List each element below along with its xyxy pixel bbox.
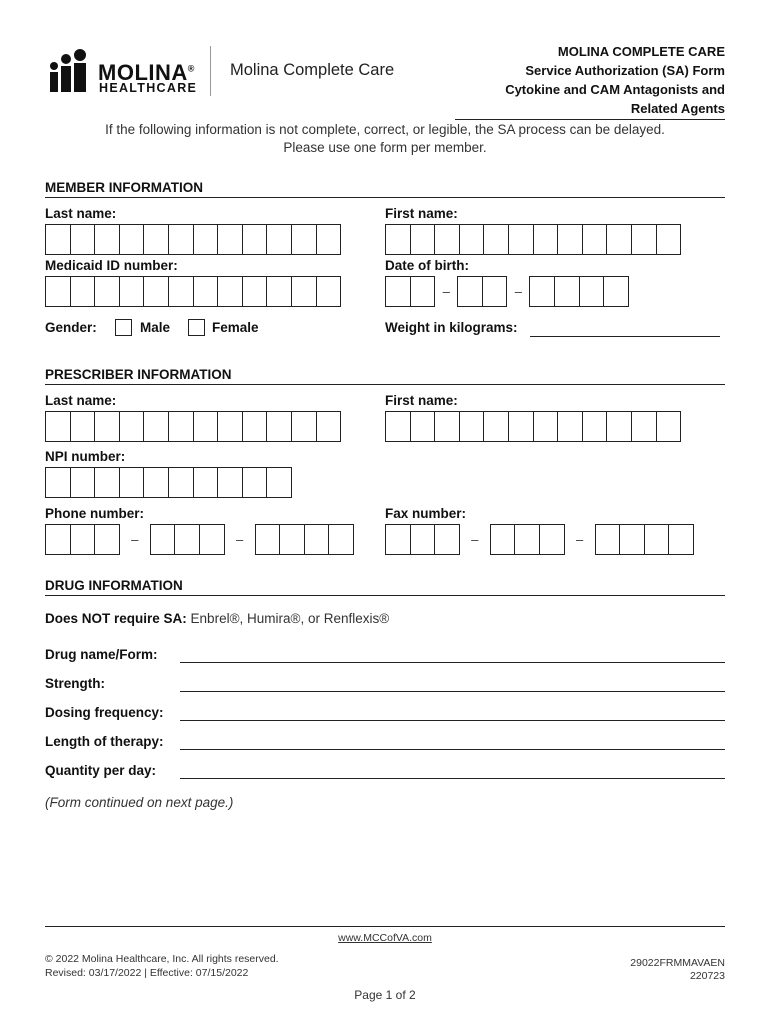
footer-revised: Revised: 03/17/2022 | Effective: 07/15/2022	[45, 967, 249, 979]
prescriber-last-name-label: Last name:	[45, 393, 117, 408]
char-box[interactable]	[193, 467, 219, 498]
dob-field[interactable]	[385, 276, 629, 307]
char-box[interactable]	[174, 524, 200, 555]
char-box[interactable]	[119, 224, 145, 255]
dob-month-boxes[interactable]	[385, 276, 435, 307]
char-box[interactable]	[539, 524, 565, 555]
fax-label: Fax number:	[385, 506, 467, 521]
char-box[interactable]	[316, 411, 342, 442]
plan-name: Molina Complete Care	[230, 61, 395, 79]
dob-separator: –	[442, 284, 450, 299]
page-number: Page 1 of 2	[354, 988, 416, 1002]
char-box[interactable]	[291, 224, 317, 255]
char-box[interactable]	[70, 224, 96, 255]
member-first-name-label: First name:	[385, 206, 458, 221]
member-first-name-boxes[interactable]	[385, 224, 681, 255]
char-box[interactable]	[490, 524, 516, 555]
char-box[interactable]	[434, 411, 460, 442]
char-box[interactable]	[279, 524, 305, 555]
char-box[interactable]	[579, 276, 605, 307]
npi-boxes[interactable]	[45, 467, 292, 498]
char-box[interactable]	[217, 224, 243, 255]
char-box[interactable]	[266, 411, 292, 442]
char-box[interactable]	[70, 524, 96, 555]
char-box[interactable]	[266, 224, 292, 255]
char-box[interactable]	[217, 411, 243, 442]
people-logo-icon	[46, 48, 96, 94]
char-box[interactable]	[168, 224, 194, 255]
char-box[interactable]	[70, 276, 96, 307]
char-box[interactable]	[533, 411, 559, 442]
molina-logo	[46, 48, 206, 96]
gender-label: Gender:	[45, 320, 97, 335]
drug-name-label: Drug name/Form:	[45, 647, 158, 662]
female-checkbox[interactable]	[188, 319, 205, 336]
char-box[interactable]	[242, 276, 268, 307]
char-box[interactable]	[193, 276, 219, 307]
char-box[interactable]	[199, 524, 225, 555]
char-box[interactable]	[45, 224, 71, 255]
member-last-name-boxes[interactable]	[45, 224, 341, 255]
footer-url[interactable]: www.MCCofVA.com	[338, 932, 432, 944]
char-box[interactable]	[242, 224, 268, 255]
char-box[interactable]	[410, 411, 436, 442]
char-box[interactable]	[668, 524, 694, 555]
strength-field[interactable]	[180, 691, 725, 692]
fax-area-boxes[interactable]	[385, 524, 460, 555]
phone-separator: –	[235, 532, 244, 547]
member-last-name-label: Last name:	[45, 206, 117, 221]
prescriber-last-name-boxes[interactable]	[45, 411, 341, 442]
strength-label: Strength:	[45, 676, 105, 691]
logo-wordmark: MOLINA	[98, 60, 188, 85]
fax-separator: –	[471, 532, 479, 547]
member-section-title: MEMBER INFORMATION	[45, 180, 203, 195]
char-box[interactable]	[266, 467, 292, 498]
quantity-per-day-label: Quantity per day:	[45, 763, 157, 778]
no-sa-note	[45, 611, 389, 626]
footer-rule	[45, 926, 725, 927]
prescriber-section-rule	[45, 384, 725, 385]
char-box[interactable]	[554, 276, 580, 307]
char-box[interactable]	[45, 524, 71, 555]
char-box[interactable]	[656, 224, 682, 255]
weight-label: Weight in kilograms:	[385, 320, 518, 335]
char-box[interactable]	[291, 276, 317, 307]
logo-registered: ®	[187, 63, 195, 74]
char-box[interactable]	[457, 276, 483, 307]
char-box[interactable]	[557, 411, 583, 442]
medicaid-id-boxes[interactable]	[45, 276, 341, 307]
no-sa-drugs: Enbrel®, Humira®, or Renflexis®	[190, 611, 390, 626]
drug-section-rule	[45, 595, 725, 596]
char-box[interactable]	[193, 411, 219, 442]
npi-label: NPI number:	[45, 449, 126, 464]
phone-field[interactable]	[45, 524, 354, 555]
prescriber-first-name-boxes[interactable]	[385, 411, 681, 442]
char-box[interactable]	[193, 224, 219, 255]
char-box[interactable]	[606, 411, 632, 442]
char-box[interactable]	[70, 467, 96, 498]
char-box[interactable]	[508, 224, 534, 255]
male-checkbox[interactable]	[115, 319, 132, 336]
char-box[interactable]	[644, 524, 670, 555]
form-title-line: Service Authorization (SA) Form	[525, 63, 725, 78]
char-box[interactable]	[514, 524, 540, 555]
char-box[interactable]	[631, 224, 657, 255]
logo-subtitle: HEALTHCARE	[99, 81, 198, 95]
fax-line-boxes[interactable]	[595, 524, 694, 555]
notice-line: Please use one form per member.	[283, 140, 487, 155]
char-box[interactable]	[316, 276, 342, 307]
weight-field[interactable]	[530, 336, 720, 337]
char-box[interactable]	[459, 411, 485, 442]
char-box[interactable]	[45, 276, 71, 307]
notice-line: If the following information is not complete, correct, or legible, the SA process can be delayed.	[105, 122, 665, 137]
char-box[interactable]	[94, 524, 120, 555]
char-box[interactable]	[168, 411, 194, 442]
char-box[interactable]	[143, 276, 169, 307]
dosing-frequency-label: Dosing frequency:	[45, 705, 164, 720]
char-box[interactable]	[619, 524, 645, 555]
char-box[interactable]	[217, 467, 243, 498]
fax-prefix-boxes[interactable]	[490, 524, 565, 555]
phone-separator: –	[131, 532, 139, 547]
char-box[interactable]	[483, 224, 509, 255]
footer-copyright: © 2022 Molina Healthcare, Inc. All rights reserved.	[45, 953, 279, 965]
char-box[interactable]	[150, 524, 176, 555]
header-divider	[210, 46, 211, 96]
medicaid-id-label: Medicaid ID number:	[45, 258, 178, 273]
char-box[interactable]	[45, 467, 71, 498]
phone-label: Phone number:	[45, 506, 145, 521]
fax-field[interactable]	[385, 524, 694, 555]
char-box[interactable]	[143, 467, 169, 498]
phone-prefix-boxes[interactable]	[150, 524, 225, 555]
form-title-line: Related Agents	[630, 101, 725, 116]
char-box[interactable]	[508, 411, 534, 442]
drug-section-title: DRUG INFORMATION	[45, 578, 183, 593]
char-box[interactable]	[410, 224, 436, 255]
fax-separator: –	[575, 532, 584, 547]
char-box[interactable]	[45, 411, 71, 442]
form-continued-note: (Form continued on next page.)	[45, 795, 234, 810]
member-section-rule	[45, 197, 725, 198]
phone-line-boxes[interactable]	[255, 524, 354, 555]
dosing-frequency-field[interactable]	[180, 720, 725, 721]
char-box[interactable]	[94, 276, 120, 307]
char-box[interactable]	[656, 411, 682, 442]
char-box[interactable]	[242, 467, 268, 498]
char-box[interactable]	[217, 276, 243, 307]
length-of-therapy-label: Length of therapy:	[45, 734, 164, 749]
female-label: Female	[212, 320, 259, 335]
char-box[interactable]	[94, 411, 120, 442]
char-box[interactable]	[557, 224, 583, 255]
header-rule	[455, 119, 725, 120]
char-box[interactable]	[266, 276, 292, 307]
form-title-line: Cytokine and CAM Antagonists and	[505, 82, 725, 97]
char-box[interactable]	[529, 276, 555, 307]
char-box[interactable]	[385, 411, 411, 442]
char-box[interactable]	[94, 224, 120, 255]
dob-label: Date of birth:	[385, 258, 469, 273]
char-box[interactable]	[143, 411, 169, 442]
char-box[interactable]	[143, 224, 169, 255]
notice	[40, 121, 730, 157]
prescriber-first-name-label: First name:	[385, 393, 458, 408]
char-box[interactable]	[316, 224, 342, 255]
char-box[interactable]	[459, 224, 485, 255]
char-box[interactable]	[291, 411, 317, 442]
char-box[interactable]	[168, 276, 194, 307]
char-box[interactable]	[533, 224, 559, 255]
char-box[interactable]	[606, 224, 632, 255]
char-box[interactable]	[242, 411, 268, 442]
char-box[interactable]	[603, 276, 629, 307]
form-title-line: MOLINA COMPLETE CARE	[557, 44, 725, 59]
phone-area-boxes[interactable]	[45, 524, 120, 555]
char-box[interactable]	[304, 524, 330, 555]
length-of-therapy-field[interactable]	[180, 749, 725, 750]
dob-year-boxes[interactable]	[529, 276, 628, 307]
char-box[interactable]	[582, 411, 608, 442]
footer-form-date: 220723	[689, 970, 725, 982]
char-box[interactable]	[119, 411, 145, 442]
char-box[interactable]	[631, 411, 657, 442]
char-box[interactable]	[255, 524, 281, 555]
char-box[interactable]	[434, 524, 460, 555]
prescriber-section-title: PRESCRIBER INFORMATION	[45, 367, 232, 382]
char-box[interactable]	[582, 224, 608, 255]
char-box[interactable]	[410, 276, 436, 307]
char-box[interactable]	[483, 411, 509, 442]
char-box[interactable]	[385, 224, 411, 255]
footer-form-code: 29022FRMMAVAEN	[630, 957, 725, 969]
char-box[interactable]	[595, 524, 621, 555]
char-box[interactable]	[410, 524, 436, 555]
char-box[interactable]	[70, 411, 96, 442]
drug-name-field[interactable]	[180, 662, 725, 663]
char-box[interactable]	[434, 224, 460, 255]
dob-separator: –	[514, 284, 522, 299]
char-box[interactable]	[385, 524, 411, 555]
no-sa-label: Does NOT require SA:	[45, 611, 187, 626]
dob-day-boxes[interactable]	[457, 276, 507, 307]
char-box[interactable]	[94, 467, 120, 498]
char-box[interactable]	[328, 524, 354, 555]
form-title	[405, 42, 725, 118]
char-box[interactable]	[119, 276, 145, 307]
char-box[interactable]	[385, 276, 411, 307]
char-box[interactable]	[168, 467, 194, 498]
char-box[interactable]	[482, 276, 508, 307]
char-box[interactable]	[119, 467, 145, 498]
male-label: Male	[140, 320, 171, 335]
quantity-per-day-field[interactable]	[180, 778, 725, 779]
